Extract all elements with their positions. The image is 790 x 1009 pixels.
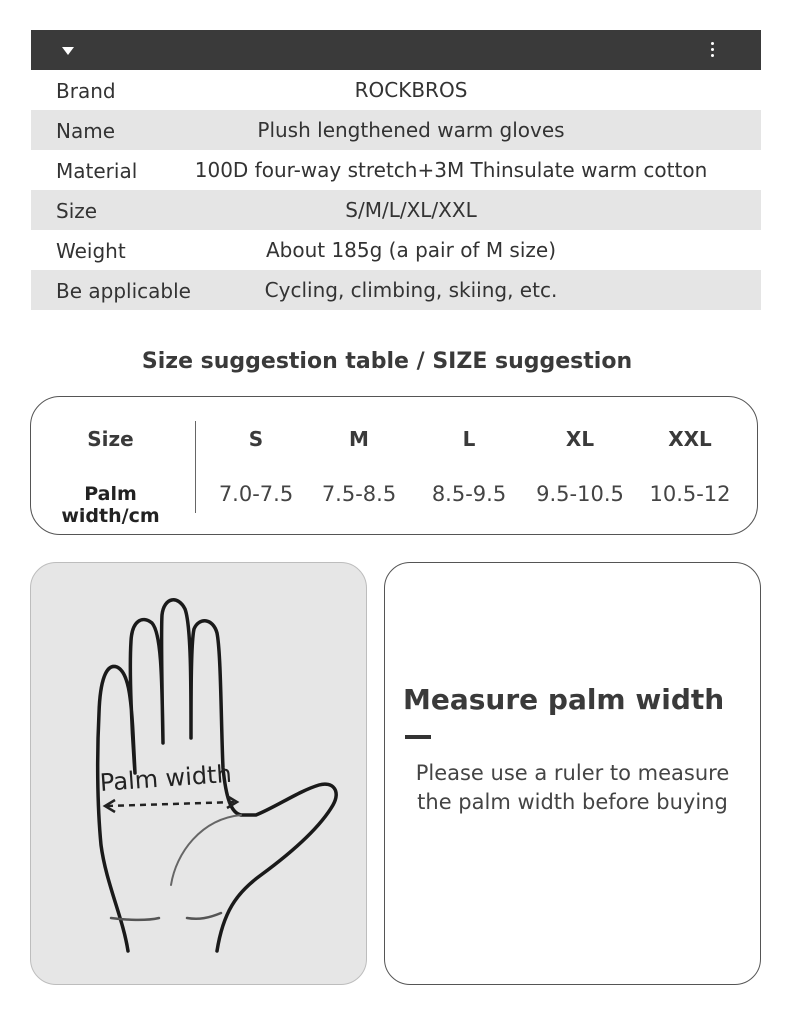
palm-width-cell: 10.5-12 (649, 482, 731, 506)
spec-value: Cycling, climbing, skiing, etc. (264, 278, 558, 302)
spec-row-size (31, 190, 761, 230)
spec-label: Size (56, 199, 98, 223)
palm-width-cell: 8.5-9.5 (431, 482, 507, 506)
spec-row-weight (31, 230, 761, 270)
palm-width-cell: 9.5-10.5 (536, 482, 624, 506)
palm-width-row-label: Palm width/cm (61, 483, 160, 527)
size-row-label: Size (87, 427, 134, 451)
spec-value: S/M/L/XL/XXL (345, 198, 477, 222)
size-header: S (248, 427, 264, 451)
palm-width-label: Palm width (99, 759, 233, 797)
size-table-title: Size suggestion table / SIZE suggestion (141, 349, 633, 374)
spec-label: Name (56, 119, 116, 143)
size-table (30, 396, 758, 535)
hand-illustration-card (30, 562, 367, 985)
top-bar (31, 30, 761, 70)
spec-value: About 185g (a pair of M size) (265, 238, 557, 262)
spec-row-name (31, 110, 761, 150)
caret-down-icon[interactable] (62, 47, 74, 55)
measure-instructions: Please use a ruler to measure the palm width before buying (415, 761, 730, 814)
size-header: XXL (668, 427, 712, 451)
spec-label: Be applicable (56, 279, 191, 303)
size-header: M (349, 427, 369, 451)
title-underline (405, 735, 431, 739)
spec-value: ROCKBROS (354, 78, 468, 102)
spec-row-brand (31, 70, 761, 110)
spec-row-material (31, 150, 761, 190)
measure-title: Measure palm width (403, 683, 725, 716)
more-vertical-icon[interactable] (711, 42, 715, 60)
measure-info-card (384, 562, 761, 985)
spec-label: Material (56, 159, 138, 183)
size-header: XL (565, 427, 595, 451)
spec-label: Brand (56, 79, 116, 103)
spec-label: Weight (56, 239, 126, 263)
palm-width-cell: 7.5-8.5 (321, 482, 397, 506)
spec-row-applicable (31, 270, 761, 310)
spec-value: 100D four-way stretch+3M Thinsulate warm cotton (194, 158, 708, 182)
spec-value: Plush lengthened warm gloves (257, 118, 565, 142)
size-header: L (462, 427, 476, 451)
size-table-divider (195, 421, 196, 513)
spec-table (31, 70, 761, 310)
palm-width-cell: 7.0-7.5 (218, 482, 294, 506)
